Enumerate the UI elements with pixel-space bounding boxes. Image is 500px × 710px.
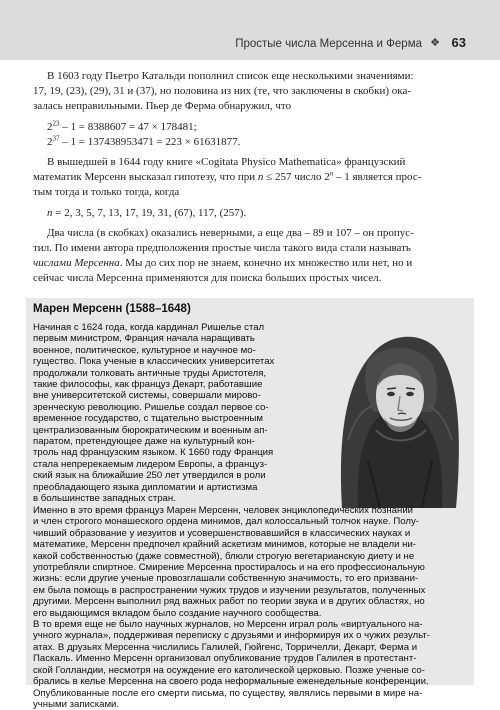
text-line: какой собственностью (даже совместной), блюли строгую вегетарианскую диету и не <box>33 550 415 562</box>
text-line: залась неправильными. Пьер де Ферма обнаружил, что <box>33 100 292 112</box>
mersenne-portrait <box>328 320 468 508</box>
text-line: тым тогда и только тогда, когда <box>33 186 180 198</box>
text-line: преобладающего языка дипломатии и артистизма <box>33 481 258 493</box>
text-line: чивший образование у иезуитов и усовершенствовавшийся в классических науках и <box>33 527 411 539</box>
text-line: ем была помощь в распространении чужих трудов и изучении результатов, полученных <box>33 584 426 596</box>
text-line: В то время еще не было научных журналов, но Мерсенн играл роль «виртуального на- <box>33 619 423 631</box>
text-line: жизнь: если другие ученые провозглашали собственную значимость, то его призвани- <box>33 573 419 585</box>
text-line: В вышедшей в 1644 году книге «Cogitata Physico Mathematica» французский <box>47 156 406 168</box>
text-line: продолжали толковать античные труды Аристотеля, <box>33 367 267 379</box>
text-line: временное государство, с тщательно выстроенным <box>33 413 263 425</box>
term-mersenne-numbers: числами Мерсенна <box>33 257 120 269</box>
text-line: ской Голландии, несмотря на осуждение его католической церковью. Позже ученые со- <box>33 664 425 676</box>
text-line: употребляли спиртное. Смирение Мерсенна простиралось и на его профессиональную <box>33 562 425 574</box>
text-line: сейчас числа Мерсенна применяются для поиска больших простых чисел. <box>33 272 382 284</box>
text-line: Паскаль. Именно Мерсенн организовал опубликование трудов Галилея в протестант- <box>33 653 417 665</box>
text-line: и член строгого монашеского ордена минимов, дал колоссальный толчок науке. Полу- <box>33 516 419 528</box>
formula-2-23: $2^{23} - 1 = 8388607 = 47 \times 178481$; <box>47 119 197 133</box>
running-header <box>0 0 500 60</box>
paragraph-cataldi <box>33 69 465 114</box>
text-line: в большинстве западных стран. <box>33 493 176 505</box>
main-text <box>33 69 465 286</box>
text-line: гущество. Пока ученые в классических университетах <box>33 356 275 368</box>
text-line: такие философы, как француз Декарт, работавшие <box>33 379 263 391</box>
text-line: Именно в это время француз Марен Мерсенн, человек энциклопедических познаний <box>33 505 414 516</box>
text-line: стала непререкаемым лидером Европы, а француз- <box>33 458 268 470</box>
text-line: тил. По имени автора предположения простые числа такого вида стали называть <box>33 242 411 254</box>
text-line: атах. В друзьях Мерсенна числились Галилей, Гюйгенс, Торричелли, Декарт, Ферма и <box>33 641 418 653</box>
text-line: учного журнала», поддерживая переписку с друзьями и информируя их о чужих результ- <box>33 630 430 642</box>
diamond-ornament-icon: ❖ <box>430 36 440 49</box>
text-line: ский язык на ближайшие 250 лет утвердился в роли <box>33 470 266 482</box>
page-number: 63 <box>451 35 466 50</box>
text-line: брались в келье Мерсенна на своего рода неформальные еженедельные конференции. <box>33 676 429 688</box>
text-line: централизованным бюрократическим и военным ап- <box>33 424 268 436</box>
text-line: учными записками. <box>33 698 120 710</box>
biography-box <box>26 298 474 710</box>
formula-2-37: $2^{37} - 1 = 137438953471 = 223 \times 61631877$. <box>47 134 241 148</box>
text-line: троль над французским языком. К 1660 году Франция <box>33 447 274 459</box>
paragraph-mersenne-book: В вышедшей в 1644 году книге «Cogitata Physico Mathematica» французский математик Мерсенн высказал гипотезу, что при n ≤ 257 число 2$^n$ – 1 является прос- тым тогда и только тогда, когда <box>33 156 422 198</box>
text-line: Два числа (в скобках) оказались неверными, а еще два – 89 и 107 – он пропус- <box>47 227 414 239</box>
biography-title: Марен Мерсенн (1588–1648) <box>33 303 191 315</box>
text-line: паратом, претендующее даже на культурный кон- <box>33 436 255 448</box>
paragraph-mersenne-numbers: Два числа (в скобках) оказались неверными, а еще два – 89 и 107 – он пропус- тил. По имени автора предположения простые числа такого вида стали называть числами Мерсенна. Мы до сих пор не знаем, конечно их множество или нет, но и сейчас числа Мерсенна применяются для поиска больших простых чисел. <box>33 227 414 284</box>
text-line: математике, Мерсенн предпочел крайний аскетизм минимов, которые не владели ни- <box>33 539 417 551</box>
biography-intro <box>33 322 325 505</box>
text-line: военное, политическое, культурное и научное мо- <box>33 344 256 356</box>
text-line: Начиная с 1624 года, когда кардинал Ришелье стал <box>33 322 265 333</box>
text-line: В 1603 году Пьетро Катальди пополнил список еще несколькими значениями: <box>47 70 414 82</box>
text-line: другими. Мерсенн выполнил ряд важных работ по теории звука и в других областях, но <box>33 596 425 608</box>
text-line: первым министром, Франция начала наращивать <box>33 333 255 345</box>
exponent-list: n = 2, 3, 5, 7, 13, 17, 19, 31, (67), 117, (257). <box>47 207 247 219</box>
text-line: Опубликованные после его смерти письма, по существу, являлись первыми в мире на- <box>33 687 423 699</box>
text-line: его выдающимся вкладом было создание научного сообщества. <box>33 607 322 619</box>
text-line: 17, 19, (23), (29), 31 и (37), но половина из них (те, что заключены в скобки) ока- <box>33 85 412 97</box>
biography-main <box>33 505 467 710</box>
text-line: зренческую революцию. Ришелье создал первое со- <box>33 401 269 413</box>
chapter-title: Простые числа Мерсенна и Ферма <box>235 38 422 50</box>
text-line: вне университетской системы, совершали мирово- <box>33 390 261 402</box>
